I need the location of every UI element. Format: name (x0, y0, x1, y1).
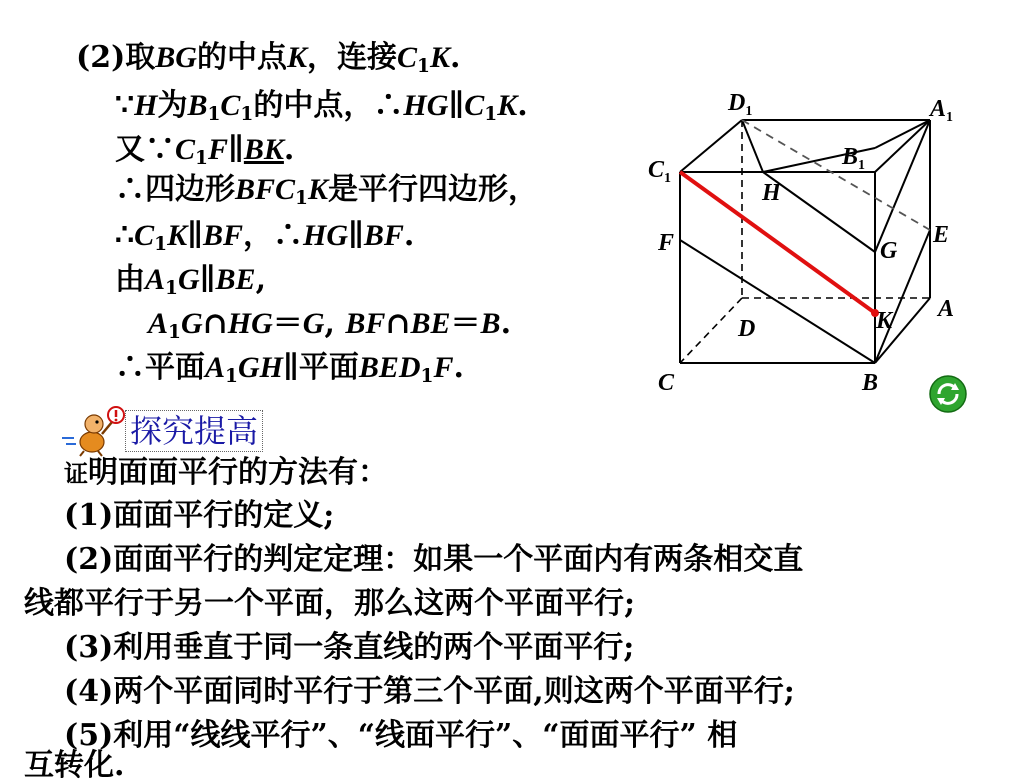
label-H: H (762, 180, 781, 206)
method-3: (3)利用垂直于同一条直线的两个平面平行; (64, 630, 635, 665)
label-C: C (658, 370, 675, 396)
edge-A1-B1 (875, 120, 930, 172)
segment-A1-G (875, 120, 930, 252)
proof-line-6: 由$A_1G\parallel BE$, (115, 262, 267, 300)
label-B: B (862, 370, 879, 396)
edge-C1-D1 (680, 120, 742, 172)
proof-line-7: $A_1G\cap HG=G$, BF∩BE＝B. (148, 306, 512, 344)
cube-diagram (640, 80, 970, 400)
label-A: A (938, 296, 955, 322)
proof-line-4: ∴四边形$BFC_1K$是平行四边形， (115, 172, 538, 210)
hidden-segment-D1-E (742, 120, 930, 230)
label-C1: $C_1$ (648, 157, 672, 186)
hidden-edge-D-C (680, 298, 742, 363)
method-5: (5)利用“线线平行”、“线面平行”、“面面平行” 相 (64, 718, 738, 753)
pointing-character-icon (60, 404, 126, 458)
method-1: (1)面面平行的定义; (64, 498, 335, 533)
proof-line-5: $\therefore C_1K\parallel BF$，∴HG∥BF. (115, 218, 415, 256)
label-D1: $D_1$ (728, 90, 753, 119)
label-G: G (880, 238, 898, 264)
label-A1: $A_1$ (930, 96, 954, 125)
segment-F-B (680, 240, 875, 363)
label-F: F (658, 230, 675, 256)
label-E: E (933, 222, 950, 248)
label-K: K (876, 308, 893, 334)
segment-D1-H (742, 120, 763, 172)
segment-B1apex-A1 (875, 120, 930, 148)
method-2-continued: 线都平行于另一个平面，那么这两个平面平行; (24, 586, 636, 621)
proof-line-1: (2)取BG的中点K，连接$C_1K$. (76, 40, 461, 78)
method-2: (2)面面平行的判定定理：如果一个平面内有两条相交直 (64, 542, 804, 577)
refresh-icon[interactable] (928, 374, 968, 414)
proof-line-2: ∵H为$B_1C_1$的中点，$\therefore HG\parallel C_1K$. (115, 88, 528, 126)
proof-line-8: ∴平面$A_1GH\parallel$平面$BED_1F$. (115, 350, 464, 388)
method-5-continued: 互转化. (24, 748, 125, 783)
methods-intro: 证明面面平行的方法有： (64, 455, 388, 490)
method-4: (4)两个平面同时平行于第三个平面,则这两个平面平行; (64, 674, 795, 709)
label-B1: $B_1$ (842, 144, 866, 173)
section-title: 探究提高 (125, 410, 263, 452)
label-D: D (738, 316, 756, 342)
proof-line-3: 又$\because C_1F\parallel BK$. (115, 132, 295, 170)
